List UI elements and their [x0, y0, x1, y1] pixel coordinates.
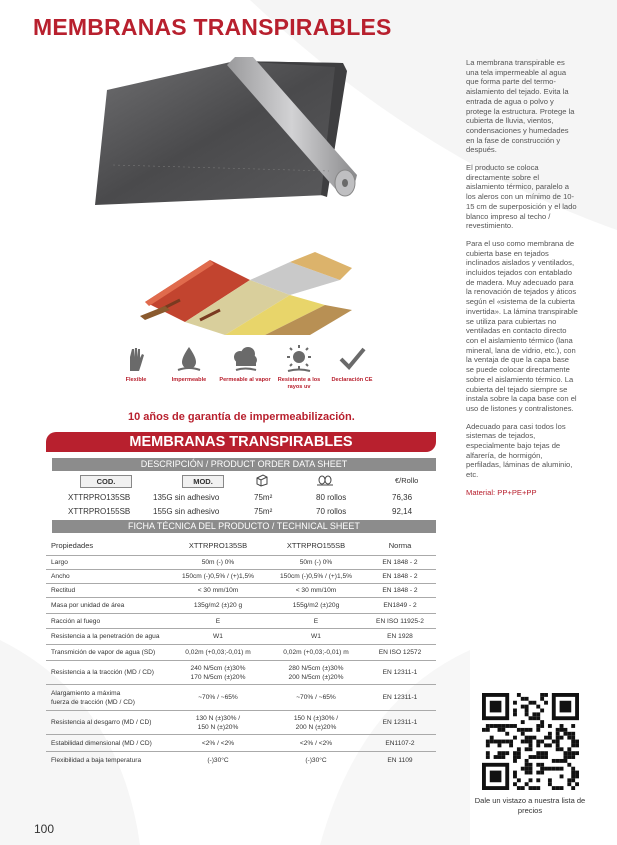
spec-value-b: 150 N (±)30% / 200 N (±)20%	[268, 711, 364, 735]
spec-value-b: 150cm (-)0,5% / (+)1,5%	[268, 570, 364, 584]
spec-norm: EN ISO 12572	[364, 645, 436, 661]
order-price: 92,14	[392, 507, 413, 516]
tech-table-row	[46, 556, 436, 570]
spec-value-a: <2% / <2%	[168, 735, 268, 752]
spec-value-a: < 30 mm/10m	[168, 584, 268, 598]
order-mod: 155G sin adhesivo	[153, 507, 220, 516]
feature-label: Resistente a los rayos uv	[277, 377, 321, 390]
tech-table-row	[46, 614, 436, 629]
spec-norm: EN ISO 11925-2	[364, 614, 436, 629]
spec-property: Resistencia a la tracción (MD / CD)	[46, 661, 168, 685]
spec-property: Masa por unidad de área	[46, 598, 168, 614]
spec-value-b: 280 N/5cm (±)30% 200 N/5cm (±)20%	[268, 661, 364, 685]
tech-table-row	[46, 598, 436, 614]
water-drop-icon	[174, 343, 204, 373]
spec-value-a: (-)30°C	[168, 752, 268, 769]
spec-property: Largo	[46, 556, 168, 570]
checkmark-icon	[337, 343, 367, 373]
spec-norm: EN 12311-1	[364, 685, 436, 711]
spec-norm: EN 12311-1	[364, 661, 436, 685]
spec-value-b: 50m (-) 0%	[268, 556, 364, 570]
spec-value-a: 50m (-) 0%	[168, 556, 268, 570]
feature-icons	[108, 343, 378, 398]
spec-value-a: ~70% / ~65%	[168, 685, 268, 711]
spec-value-b: 0,02m (+0,03;-0,01) m	[268, 645, 364, 661]
feature-ce	[324, 343, 380, 384]
order-table-columns	[52, 473, 436, 489]
spec-value-a: 240 N/5cm (±)30% 170 N/5cm (±)20%	[168, 661, 268, 685]
material-label: Material:	[466, 487, 496, 497]
order-table-header: DESCRIPCIÓN / PRODUCT ORDER DATA SHEET	[52, 458, 436, 471]
tech-table-row	[46, 629, 436, 645]
order-area: 75m²	[254, 493, 273, 502]
spec-value-a: 150cm (-)0,5% / (+)1,5%	[168, 570, 268, 584]
feature-flexible	[108, 343, 164, 384]
spec-property: Racción al fuego	[46, 614, 168, 629]
tech-table-row	[46, 584, 436, 598]
col-properties: Propiedades	[51, 541, 94, 550]
feature-label: Declaración CE	[331, 377, 373, 383]
sun-rays-icon	[284, 343, 314, 373]
tech-table-header: FICHA TÉCNICA DEL PRODUCTO / TECHNICAL SHEET	[52, 520, 436, 533]
feature-uv	[271, 343, 327, 391]
tech-table-row	[46, 711, 436, 735]
roof-layers-image	[140, 250, 355, 335]
tech-table-row	[46, 752, 436, 769]
feature-label: Permeable al vapor	[219, 377, 271, 383]
col-cod: COD.	[80, 475, 132, 488]
feature-impermeable	[161, 343, 217, 384]
feature-vapor	[217, 343, 273, 384]
tech-table-header-row	[46, 536, 436, 556]
description-paragraph: Para el uso como membrana de cubierta base en tejados inclinados aislados y ventilados, incluidos tejados con entablado de madera. Muy adecuado para la renovación de tejados y áticos según el «sistema de la cubierta invertida». La lámina transpirable se utiliza para cubiertas no ventiladas en contacto directo con el aislamiento térmico (lana mineral, lana de vidrio, etc.), con la ventaja de que la capa base se puede colocar directamente sobre el aislamiento térmico. La cubierta del tejado siempre se instala sobre la capa base con el uso de listones y contralistones.	[466, 238, 578, 413]
hand-icon	[121, 343, 151, 373]
feature-label: Flexible	[125, 377, 147, 383]
spec-norm: EN 1109	[364, 752, 436, 769]
description-sidebar	[466, 58, 578, 506]
spec-norm: EN 1848 - 2	[364, 584, 436, 598]
tech-table-row	[46, 685, 436, 711]
description-paragraph: Adecuado para casi todos los sistemas de tejados, especialmente bajo tejas de alfarería, de hormigón, perfiladas, láminas de aluminio, etc.	[466, 421, 573, 480]
spec-norm: EN1849 - 2	[364, 598, 436, 614]
order-qty: 80 rollos	[316, 493, 347, 502]
spec-norm: EN 12311-1	[364, 711, 436, 735]
pallet-icon	[317, 475, 333, 486]
spec-value-a: 0,02m (+0,03;-0,01) m	[168, 645, 268, 661]
col-mod: MOD.	[182, 475, 224, 488]
spec-value-b: 155g/m2 (±)20g	[268, 598, 364, 614]
spec-norm: EN 1928	[364, 629, 436, 645]
qr-code[interactable]	[482, 693, 579, 790]
spec-value-a: W1	[168, 629, 268, 645]
col-norm: Norma	[388, 541, 412, 550]
description-paragraph: La membrana transpirable es una tela impermeable al agua que forma parte del termo-aislamiento del tejado. Evita la entrada de agua o polvo y protege la estructura. Protege la cubierta de lluvia, vientos, condensaciones y humedades en la fase de construcción y después.	[466, 58, 575, 155]
qr-caption: Dale un vistazo a nuestra lista de precios	[474, 796, 586, 815]
spec-property: Rectitud	[46, 584, 168, 598]
spec-value-a: E	[168, 614, 268, 629]
spec-property: Resistencia a la penetración de agua	[46, 629, 168, 645]
tech-table-row	[46, 645, 436, 661]
spec-property: Flexibilidad a baja temperatura	[46, 752, 168, 769]
col-product-a: XTTRPRO135SB	[188, 541, 248, 550]
tech-table-row	[46, 570, 436, 584]
spec-value-a: 135g/m2 (±)20 g	[168, 598, 268, 614]
feature-label: Impermeable	[171, 377, 207, 383]
spec-value-b: < 30 mm/10m	[268, 584, 364, 598]
spec-property: Alargamiento a máxima fuerza de tracción (MD / CD)	[46, 685, 168, 711]
tech-table	[46, 536, 436, 769]
page-title: MEMBRANAS TRANSPIRABLES	[33, 14, 392, 40]
order-price: 76,36	[392, 493, 413, 502]
order-cod: XTTRPRO155SB	[68, 507, 131, 516]
spec-property: Resistencia al desgarro (MD / CD)	[46, 711, 168, 735]
order-qty: 70 rollos	[316, 507, 347, 516]
spec-norm: EN 1848 - 2	[364, 556, 436, 570]
col-price: €/Rollo	[395, 476, 419, 485]
spec-value-b: <2% / <2%	[268, 735, 364, 752]
col-product-b: XTTRPRO155SB	[286, 541, 346, 550]
tech-table-row	[46, 735, 436, 752]
membrane-roll-image	[95, 55, 360, 205]
material-value: PP+PE+PP	[497, 487, 537, 497]
order-cod: XTTRPRO135SB	[68, 493, 131, 502]
spec-value-b: E	[268, 614, 364, 629]
spec-value-b: (-)30°C	[268, 752, 364, 769]
spec-norm: EN 1848 - 2	[364, 570, 436, 584]
spec-value-b: ~70% / ~65%	[268, 685, 364, 711]
material-line	[466, 488, 578, 498]
spec-value-a: 130 N (±)30% / 150 N (±)20%	[168, 711, 268, 735]
guarantee-text: 10 años de garantía de impermeabilización.	[128, 411, 355, 423]
spec-value-b: W1	[268, 629, 364, 645]
tech-table-row	[46, 661, 436, 685]
spec-norm: EN1107-2	[364, 735, 436, 752]
section-banner: MEMBRANAS TRANSPIRABLES	[46, 432, 436, 452]
area-icon	[255, 474, 269, 487]
tech-table-body	[46, 556, 436, 769]
order-area: 75m²	[254, 507, 273, 516]
order-mod: 135G sin adhesivo	[153, 493, 220, 502]
spec-property: Estabilidad dimensional (MD / CD)	[46, 735, 168, 752]
spec-property: Ancho	[46, 570, 168, 584]
vapor-cloud-icon	[230, 343, 260, 373]
description-paragraph: El producto se coloca directamente sobre el aislamiento térmico, paralelo a los aleros con un mínimo de 10-15 cm de superposición y el lado blanco impreso al techo / revestimiento.	[466, 163, 577, 231]
spec-property: Transmición de vapor de agua (SD)	[46, 645, 168, 661]
page-number: 100	[34, 822, 55, 836]
